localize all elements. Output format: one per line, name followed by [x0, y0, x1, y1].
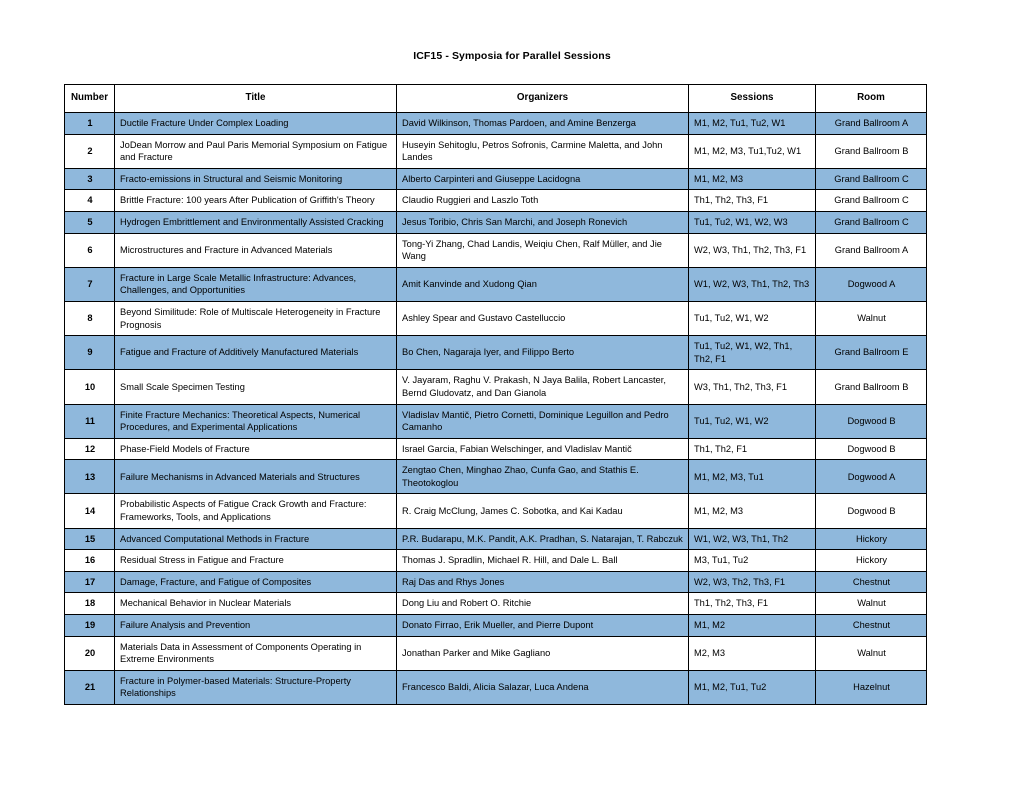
cell-room: Hazelnut: [816, 670, 927, 704]
table-row: [65, 593, 927, 615]
cell-sessions: M2, M3: [689, 636, 816, 670]
column-header-number: Number: [65, 85, 115, 113]
table-row: [65, 370, 927, 404]
cell-organizers: Jesus Toribio, Chris San Marchi, and Joseph Ronevich: [397, 211, 689, 233]
cell-room: Dogwood A: [816, 460, 927, 494]
table-row: [65, 670, 927, 704]
cell-organizers: Raj Das and Rhys Jones: [397, 571, 689, 593]
table-row: [65, 301, 927, 335]
cell-title: Advanced Computational Methods in Fracture: [115, 528, 397, 550]
cell-room: Chestnut: [816, 571, 927, 593]
cell-title: Fracto-emissions in Structural and Seismic Monitoring: [115, 168, 397, 190]
cell-title: Finite Fracture Mechanics: Theoretical Aspects, Numerical Procedures, and Experimental Applications: [115, 404, 397, 438]
column-header-room: Room: [816, 85, 927, 113]
cell-room: Dogwood B: [816, 404, 927, 438]
symposia-table: [64, 84, 927, 705]
cell-title: Phase-Field Models of Fracture: [115, 438, 397, 460]
cell-number: 2: [65, 134, 115, 168]
cell-sessions: W1, W2, W3, Th1, Th2, Th3: [689, 267, 816, 301]
cell-room: Grand Ballroom B: [816, 134, 927, 168]
cell-sessions: Tu1, Tu2, W1, W2, W3: [689, 211, 816, 233]
cell-title: Mechanical Behavior in Nuclear Materials: [115, 593, 397, 615]
cell-sessions: M1, M2, M3: [689, 168, 816, 190]
cell-title: Brittle Fracture: 100 years After Publication of Griffith's Theory: [115, 190, 397, 212]
cell-number: 7: [65, 267, 115, 301]
cell-number: 15: [65, 528, 115, 550]
cell-number: 11: [65, 404, 115, 438]
table-row: [65, 528, 927, 550]
table-header-row: [65, 85, 927, 113]
cell-sessions: W2, W3, Th2, Th3, F1: [689, 571, 816, 593]
cell-sessions: W1, W2, W3, Th1, Th2: [689, 528, 816, 550]
table-row: [65, 190, 927, 212]
table-row: [65, 571, 927, 593]
cell-number: 20: [65, 636, 115, 670]
cell-sessions: Th1, Th2, Th3, F1: [689, 593, 816, 615]
cell-room: Walnut: [816, 593, 927, 615]
cell-room: Grand Ballroom A: [816, 113, 927, 135]
cell-title: Ductile Fracture Under Complex Loading: [115, 113, 397, 135]
cell-room: Chestnut: [816, 615, 927, 637]
cell-title: Failure Mechanisms in Advanced Materials and Structures: [115, 460, 397, 494]
cell-number: 21: [65, 670, 115, 704]
cell-sessions: M1, M2, Tu1, Tu2, W1: [689, 113, 816, 135]
cell-sessions: Th1, Th2, F1: [689, 438, 816, 460]
table-row: [65, 404, 927, 438]
cell-number: 12: [65, 438, 115, 460]
cell-room: Dogwood B: [816, 438, 927, 460]
cell-number: 16: [65, 550, 115, 572]
cell-organizers: Israel Garcia, Fabian Welschinger, and Vladislav Mantič: [397, 438, 689, 460]
page-title: ICF15 - Symposia for Parallel Sessions: [413, 50, 611, 62]
table-row: [65, 636, 927, 670]
table-body: [65, 113, 927, 705]
table-row: [65, 233, 927, 267]
table-row: [65, 168, 927, 190]
cell-organizers: P.R. Budarapu, M.K. Pandit, A.K. Pradhan, S. Natarajan, T. Rabczuk: [397, 528, 689, 550]
cell-organizers: Francesco Baldi, Alicia Salazar, Luca Andena: [397, 670, 689, 704]
cell-organizers: Donato Firrao, Erik Mueller, and Pierre Dupont: [397, 615, 689, 637]
cell-title: Residual Stress in Fatigue and Fracture: [115, 550, 397, 572]
cell-room: Grand Ballroom C: [816, 190, 927, 212]
cell-number: 14: [65, 494, 115, 528]
cell-room: Grand Ballroom C: [816, 211, 927, 233]
column-header-title: Title: [115, 85, 397, 113]
cell-number: 18: [65, 593, 115, 615]
cell-sessions: M1, M2, M3: [689, 494, 816, 528]
table-row: [65, 113, 927, 135]
cell-title: Small Scale Specimen Testing: [115, 370, 397, 404]
cell-title: Failure Analysis and Prevention: [115, 615, 397, 637]
cell-title: Damage, Fracture, and Fatigue of Composites: [115, 571, 397, 593]
cell-room: Walnut: [816, 301, 927, 335]
cell-number: 9: [65, 336, 115, 370]
table-header: [65, 85, 927, 113]
cell-sessions: M1, M2, Tu1, Tu2: [689, 670, 816, 704]
table-row: [65, 134, 927, 168]
symposia-table-container: [64, 84, 926, 705]
cell-number: 1: [65, 113, 115, 135]
cell-title: Fracture in Polymer-based Materials: Structure-Property Relationships: [115, 670, 397, 704]
cell-sessions: W2, W3, Th1, Th2, Th3, F1: [689, 233, 816, 267]
cell-organizers: Tong-Yi Zhang, Chad Landis, Weiqiu Chen, Ralf Müller, and Jie Wang: [397, 233, 689, 267]
cell-organizers: V. Jayaram, Raghu V. Prakash, N Jaya Balila, Robert Lancaster, Bernd Gludovatz, and Dan Gianola: [397, 370, 689, 404]
cell-sessions: M3, Tu1, Tu2: [689, 550, 816, 572]
cell-room: Grand Ballroom E: [816, 336, 927, 370]
cell-organizers: Alberto Carpinteri and Giuseppe Lacidogna: [397, 168, 689, 190]
cell-number: 17: [65, 571, 115, 593]
cell-title: Fatigue and Fracture of Additively Manufactured Materials: [115, 336, 397, 370]
cell-room: Dogwood B: [816, 494, 927, 528]
table-row: [65, 550, 927, 572]
cell-organizers: Vladislav Mantič, Pietro Cornetti, Dominique Leguillon and Pedro Camanho: [397, 404, 689, 438]
column-header-sessions: Sessions: [689, 85, 816, 113]
cell-number: 8: [65, 301, 115, 335]
column-header-organizers: Organizers: [397, 85, 689, 113]
cell-organizers: David Wilkinson, Thomas Pardoen, and Amine Benzerga: [397, 113, 689, 135]
cell-title: Probabilistic Aspects of Fatigue Crack Growth and Fracture: Frameworks, Tools, and Applications: [115, 494, 397, 528]
cell-title: Beyond Similitude: Role of Multiscale Heterogeneity in Fracture Prognosis: [115, 301, 397, 335]
table-row: [65, 460, 927, 494]
cell-room: Hickory: [816, 550, 927, 572]
cell-organizers: Claudio Ruggieri and Laszlo Toth: [397, 190, 689, 212]
cell-sessions: M1, M2, M3, Tu1,Tu2, W1: [689, 134, 816, 168]
table-row: [65, 438, 927, 460]
cell-room: Grand Ballroom B: [816, 370, 927, 404]
cell-organizers: Dong Liu and Robert O. Ritchie: [397, 593, 689, 615]
table-row: [65, 494, 927, 528]
cell-organizers: Jonathan Parker and Mike Gagliano: [397, 636, 689, 670]
cell-sessions: Tu1, Tu2, W1, W2: [689, 301, 816, 335]
cell-title: JoDean Morrow and Paul Paris Memorial Symposium on Fatigue and Fracture: [115, 134, 397, 168]
cell-number: 13: [65, 460, 115, 494]
cell-organizers: Zengtao Chen, Minghao Zhao, Cunfa Gao, and Stathis E. Theotokoglou: [397, 460, 689, 494]
cell-organizers: Ashley Spear and Gustavo Castelluccio: [397, 301, 689, 335]
cell-room: Hickory: [816, 528, 927, 550]
cell-title: Hydrogen Embrittlement and Environmentally Assisted Cracking: [115, 211, 397, 233]
cell-number: 5: [65, 211, 115, 233]
cell-number: 19: [65, 615, 115, 637]
cell-organizers: R. Craig McClung, James C. Sobotka, and Kai Kadau: [397, 494, 689, 528]
cell-number: 3: [65, 168, 115, 190]
cell-sessions: M1, M2, M3, Tu1: [689, 460, 816, 494]
cell-organizers: Bo Chen, Nagaraja Iyer, and Filippo Berto: [397, 336, 689, 370]
cell-number: 6: [65, 233, 115, 267]
cell-organizers: Amit Kanvinde and Xudong Qian: [397, 267, 689, 301]
table-row: [65, 211, 927, 233]
cell-organizers: Huseyin Sehitoglu, Petros Sofronis, Carmine Maletta, and John Landes: [397, 134, 689, 168]
cell-room: Dogwood A: [816, 267, 927, 301]
cell-organizers: Thomas J. Spradlin, Michael R. Hill, and Dale L. Ball: [397, 550, 689, 572]
table-row: [65, 336, 927, 370]
cell-number: 10: [65, 370, 115, 404]
cell-sessions: Th1, Th2, Th3, F1: [689, 190, 816, 212]
cell-sessions: Tu1, Tu2, W1, W2, Th1, Th2, F1: [689, 336, 816, 370]
cell-number: 4: [65, 190, 115, 212]
cell-room: Walnut: [816, 636, 927, 670]
cell-sessions: M1, M2: [689, 615, 816, 637]
cell-room: Grand Ballroom C: [816, 168, 927, 190]
table-row: [65, 267, 927, 301]
cell-room: Grand Ballroom A: [816, 233, 927, 267]
cell-sessions: W3, Th1, Th2, Th3, F1: [689, 370, 816, 404]
cell-title: Fracture in Large Scale Metallic Infrastructure: Advances, Challenges, and Opportunities: [115, 267, 397, 301]
cell-title: Materials Data in Assessment of Components Operating in Extreme Environments: [115, 636, 397, 670]
cell-title: Microstructures and Fracture in Advanced Materials: [115, 233, 397, 267]
table-row: [65, 615, 927, 637]
cell-sessions: Tu1, Tu2, W1, W2: [689, 404, 816, 438]
